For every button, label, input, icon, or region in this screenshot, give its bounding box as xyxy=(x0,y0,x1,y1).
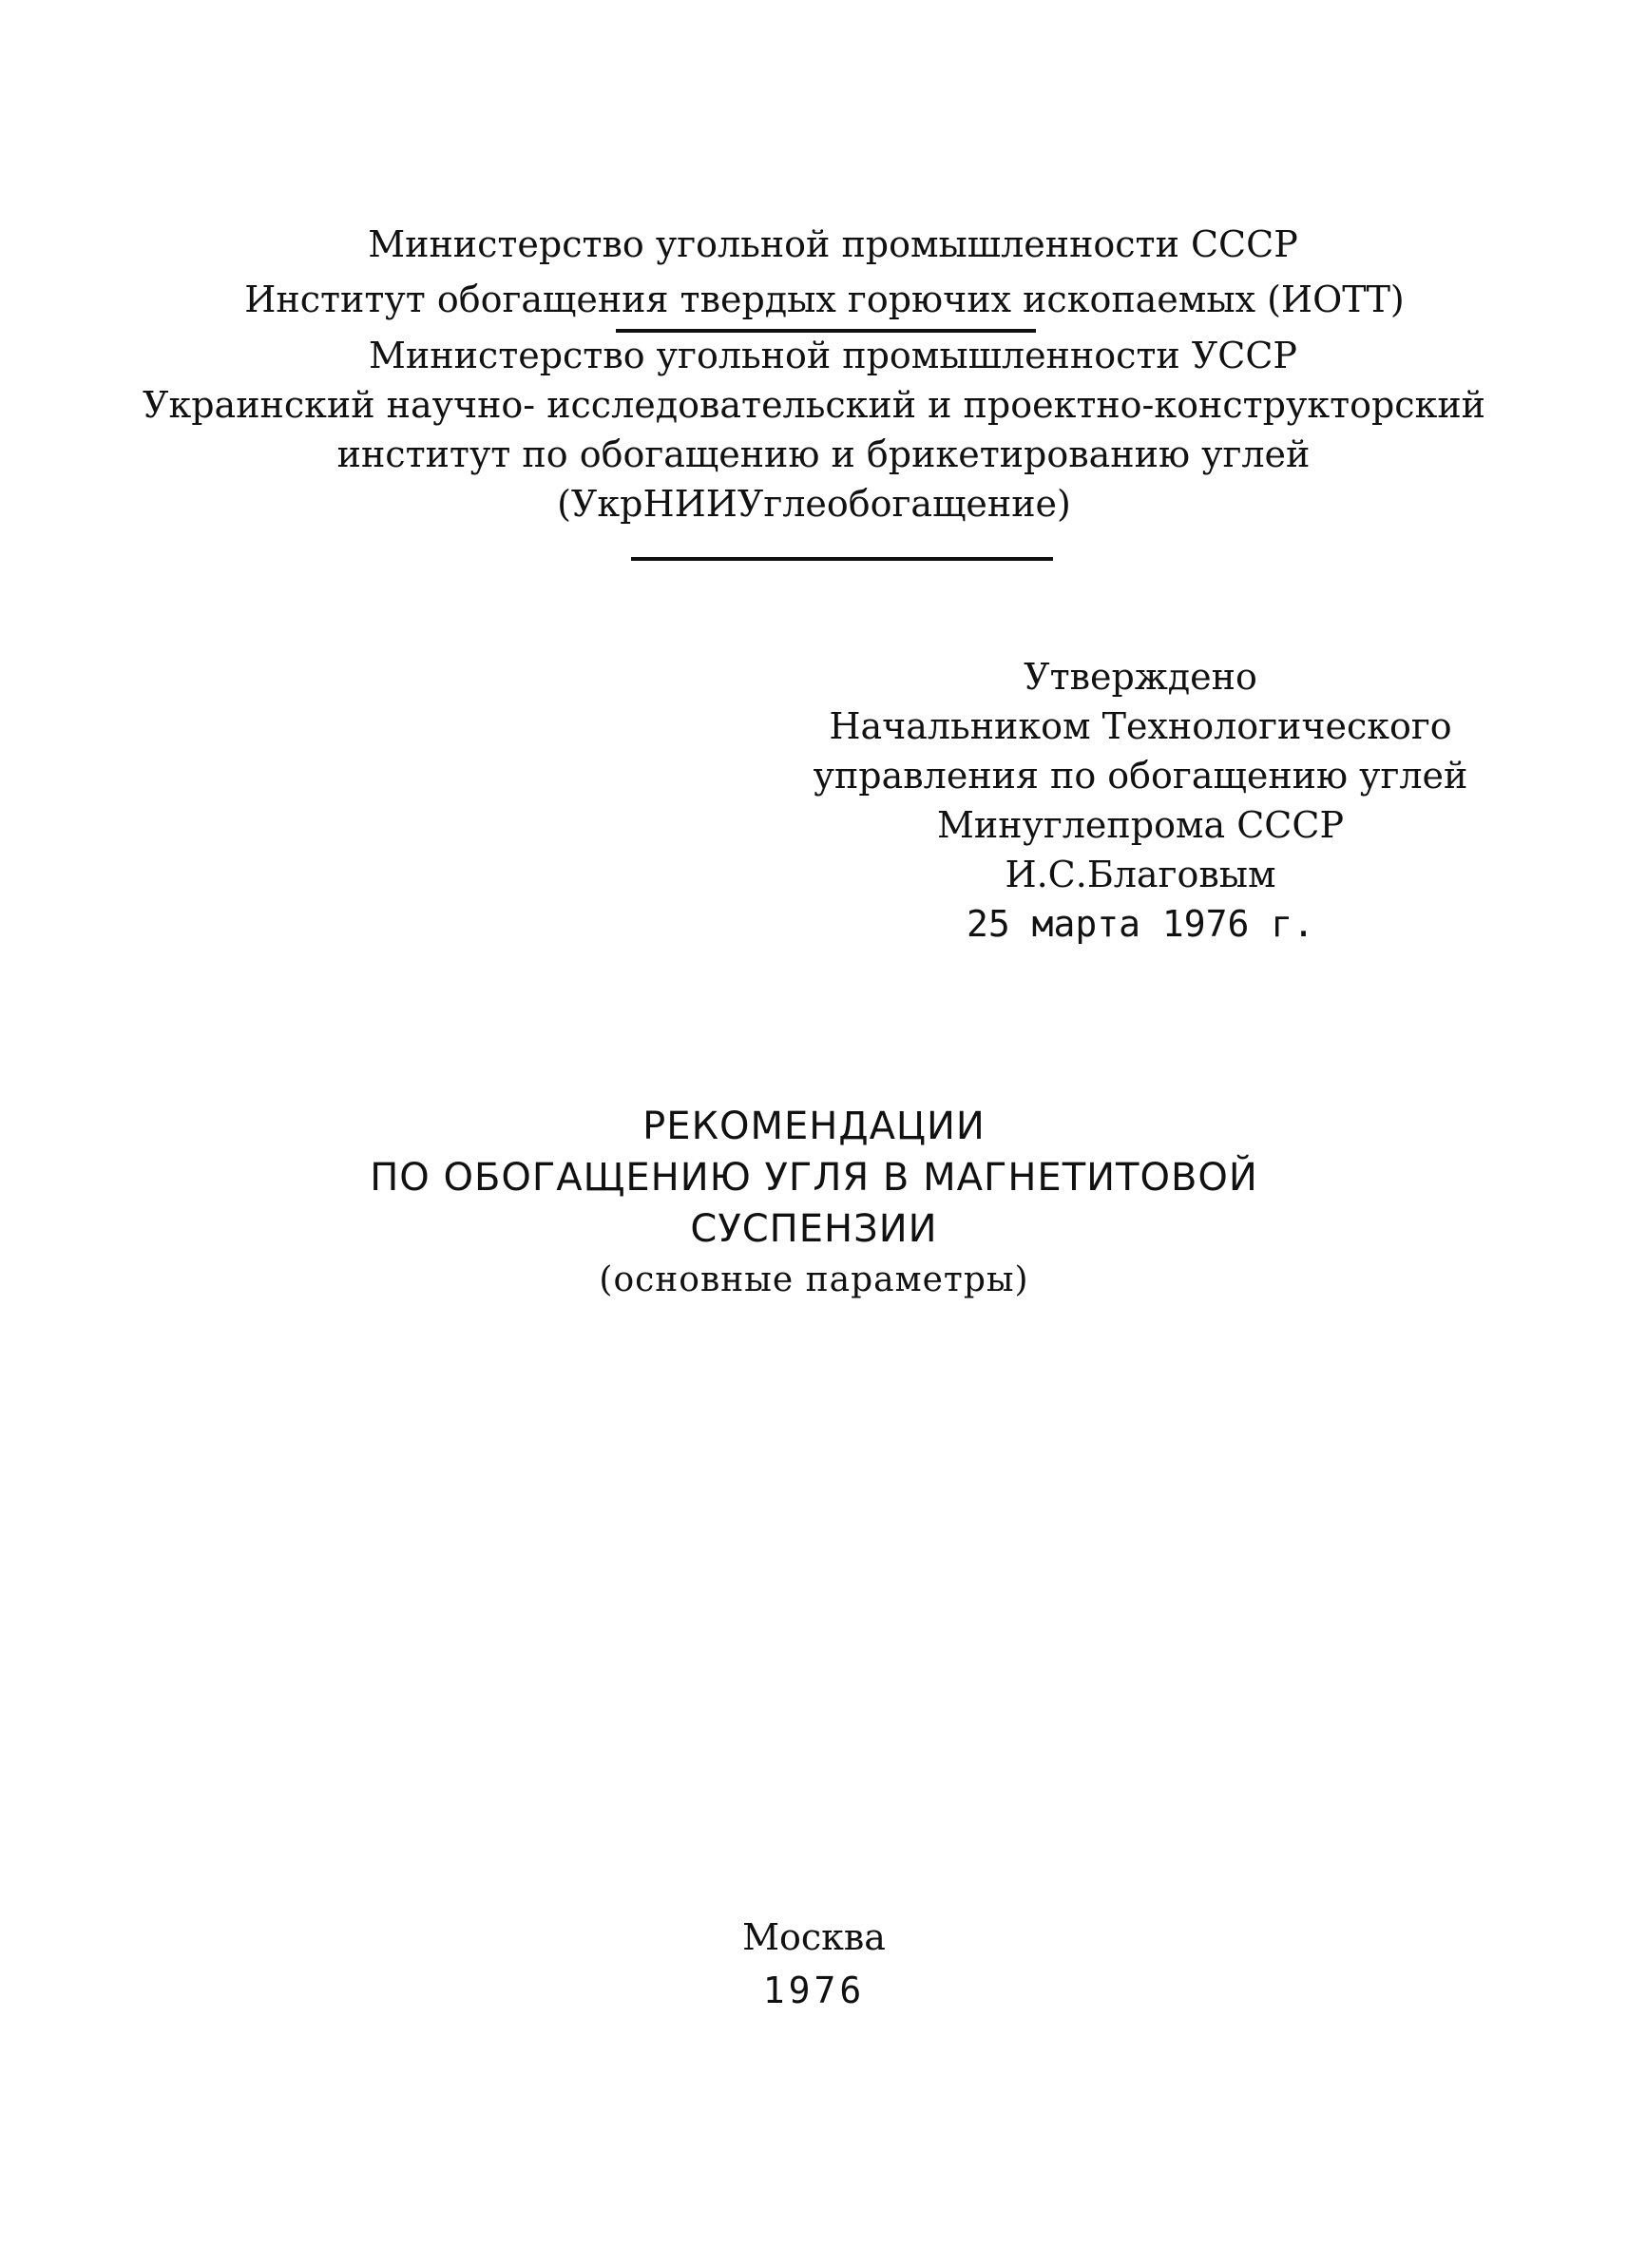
approval-heading: Утверждено xyxy=(1024,656,1257,698)
approval-signatory: И.С.Благовым xyxy=(1005,854,1276,895)
title-subtitle: (основные параметры) xyxy=(599,1260,1029,1299)
title-line3: СУСПЕНЗИИ xyxy=(690,1207,938,1251)
institute-ukr-abbr: (УкрНИИУглеобогащение) xyxy=(557,483,1071,525)
approval-line2: управления по обогащению углей xyxy=(813,755,1468,797)
title-line2: ПО ОБОГАЩЕНИЮ УГЛЯ В МАГНЕТИТОВОЙ xyxy=(370,1156,1258,1200)
imprint-year: 1976 xyxy=(762,1970,866,2011)
title-line1: РЕКОМЕНДАЦИИ xyxy=(642,1105,986,1148)
imprint-block xyxy=(0,1911,1628,2017)
ministry-ussr-name: Министерство угольной промышленности СССР xyxy=(368,223,1298,265)
imprint-city: Москва xyxy=(742,1916,886,1958)
document-title xyxy=(0,1101,1628,1306)
ministry-ukr-block xyxy=(0,331,1628,529)
approval-block xyxy=(798,652,1483,949)
institute-ukr-line1: Украинский научно- исследовательский и проектно-конструкторский xyxy=(143,384,1485,426)
approval-date: 25 марта 1976 г. xyxy=(966,903,1315,945)
divider-long xyxy=(631,557,1053,561)
ministry-ukr-name: Министерство угольной промышленности УССР xyxy=(369,335,1297,376)
approval-line1: Начальником Технологического xyxy=(829,705,1452,747)
ministry-ussr-block xyxy=(0,217,1628,327)
institute-iott-name: Институт обогащения твердых горючих ископаемых (ИОТТ) xyxy=(244,279,1405,320)
approval-line3: Минуглепрома СССР xyxy=(936,804,1345,846)
institute-ukr-line2: институт по обогащению и брикетированию углей xyxy=(336,433,1311,475)
